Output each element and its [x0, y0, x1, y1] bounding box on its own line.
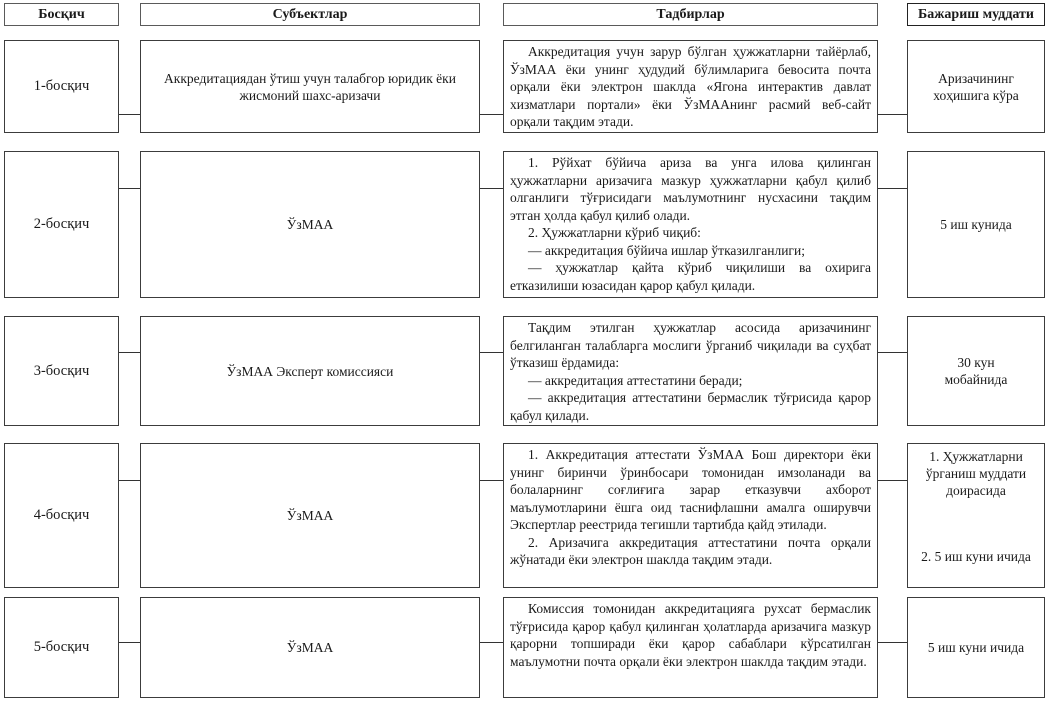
subject-box-2 [140, 151, 480, 298]
deadline-box-2 [907, 151, 1045, 298]
subject-box-5 [140, 597, 480, 698]
connector-line [878, 188, 907, 189]
deadline-text-2: 5 иш кунида [940, 217, 1012, 232]
stage-box-3: 3-босқич [4, 316, 119, 426]
deadline-box-4 [907, 443, 1045, 588]
activity-paragraph: Комиссия томонидан аккредитацияга рухсат бермаслик тўғрисида қарор қабул қилинган ҳолатларда аризачига мазкур қарорни топширади ёки қарор сабаблари кўрсатилган маълумотни почта орқали ёки электрон шаклда тақдим этади. [510, 601, 871, 669]
connector-line [119, 188, 140, 189]
subject-text-1: Аккредитациядан ўтиш учун талабгор юридик ёки жисмоний шахс-аризачи [164, 70, 456, 103]
deadline-text-3: 30 кун мобайнида [944, 355, 1008, 387]
header-cell-deadline: Бажариш муддати [907, 3, 1045, 26]
connector-line [480, 352, 503, 353]
connector-line [878, 642, 907, 643]
connector-line [878, 114, 907, 115]
activity-paragraph: 2. Ҳужжатларни кўриб чиқиб: [528, 225, 701, 240]
subject-box-4 [140, 443, 480, 588]
subject-text-5: ЎзМАА [286, 640, 334, 655]
connector-line [119, 114, 140, 115]
subject-box-1 [140, 40, 480, 133]
deadline-text-1: Аризачининг хоҳишига кўра [933, 70, 1019, 103]
header-cell-subjects: Субъектлар [140, 3, 480, 26]
connector-line [878, 352, 907, 353]
activity-paragraph: — ҳужжатлар қайта кўриб чиқилиши ва охирига етказилиши юзасидан қарор қабул қилади. [510, 260, 871, 293]
stage-box-2: 2-босқич [4, 151, 119, 298]
activities-box-5 [503, 597, 878, 698]
subject-text-2: ЎзМАА [286, 217, 334, 232]
activities-box-3 [503, 316, 878, 426]
activities-box-4 [503, 443, 878, 588]
deadline-box-3 [907, 316, 1045, 426]
subject-box-3 [140, 316, 480, 426]
deadline-box-5 [907, 597, 1045, 698]
connector-line [480, 114, 503, 115]
activity-paragraph: — аккредитация аттестатини бермаслик тўғрисида қарор қабул қилади. [510, 390, 871, 423]
deadline-text-4a: 1. Ҳужжатларни ўрганиш муддати доирасида [925, 449, 1027, 498]
activities-box-1 [503, 40, 878, 133]
stage-box-1: 1-босқич [4, 40, 119, 133]
deadline-text-4b: 2. 5 иш куни ичида [921, 549, 1031, 564]
connector-line [480, 480, 503, 481]
connector-line [119, 480, 140, 481]
deadline-box-1 [907, 40, 1045, 133]
activity-paragraph: — аккредитация бўйича ишлар ўтказилганлиги; [528, 242, 805, 258]
connector-line [480, 188, 503, 189]
connector-line [878, 480, 907, 481]
activity-paragraph: 1. Аккредитация аттестати ЎзМАА Бош директори ёки унинг биринчи ўринбосари томонидан имзоланади ва болаларнинг соғлиғига зарар етказувчи ахборот маълумотларини ёшга оид таснифлашни амалга оширувчи Экспертлар реестрида тегишли тартибда қайд этилади. [510, 447, 871, 532]
activity-paragraph: 1. Рўйхат бўйича ариза ва унга илова қилинган ҳужжатларни аризачига мазкур ҳужжатларни қабул қилиб олганлиги тўғрисидаги маълумотнинг нусхасини тақдим этган ҳолда қабул қилиб олади. [510, 155, 871, 223]
connector-line [480, 642, 503, 643]
activity-paragraph: Тақдим этилган ҳужжатлар асосида аризачининг белгиланган талабларга мослиги ўрганиб чиқилади ва суҳбат ўтказиш ёрдамида: [510, 320, 871, 370]
stage-box-4: 4-босқич [4, 443, 119, 588]
activities-box-2 [503, 151, 878, 298]
deadline-text-5: 5 иш куни ичида [927, 640, 1025, 655]
stage-box-5: 5-босқич [4, 597, 119, 698]
activity-paragraph: — аккредитация аттестатини беради; [528, 372, 743, 388]
connector-line [119, 642, 140, 643]
activity-paragraph: 2. Аризачига аккредитация аттестатини почта орқали жўнатади ёки электрон шаклда тақдим этади. [510, 534, 871, 567]
connector-line [119, 352, 140, 353]
subject-text-4: ЎзМАА [286, 508, 334, 523]
header-cell-activities: Тадбирлар [503, 3, 878, 26]
activity-paragraph: Аккредитация учун зарур бўлган ҳужжатларни тайёрлаб, ЎзМАА ёки унинг ҳудудий бўлимларига бевосита почта орқали ёки электрон шаклда «Ягона интерактив давлат хизматлари портали» ёки ЎзМААнинг расмий веб-сайт орқали тақдим этади. [510, 44, 871, 129]
header-cell-stage: Босқич [4, 3, 119, 26]
subject-text-3: ЎзМАА Эксперт комиссияси [226, 363, 394, 379]
